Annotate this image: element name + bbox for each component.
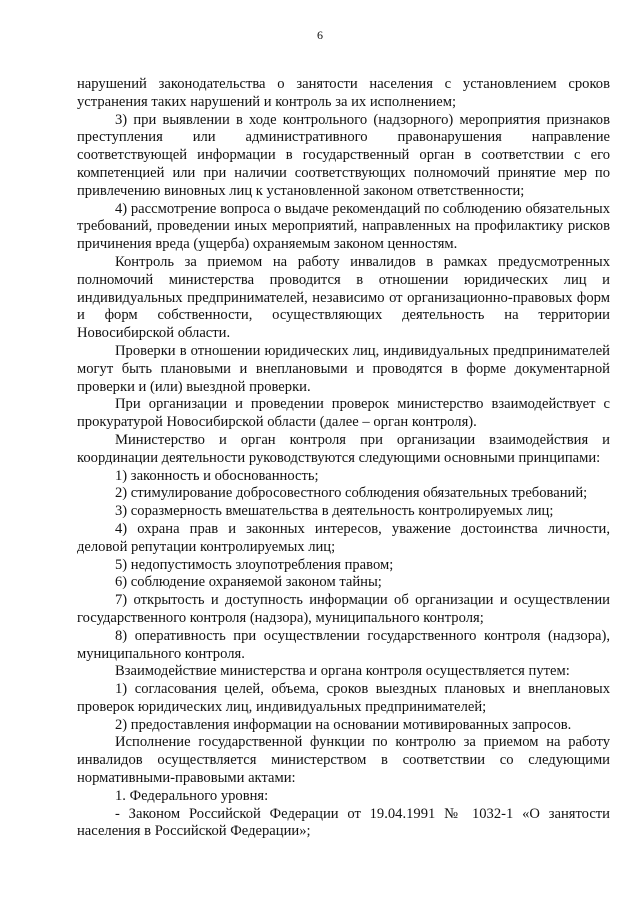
paragraph: - Законом Российской Федерации от 19.04.1991 № 1032-1 «О занятости населения в Российской Федерации»; bbox=[77, 805, 610, 840]
document-body bbox=[77, 76, 610, 841]
paragraph: 2) предоставления информации на основании мотивированных запросов. bbox=[115, 716, 572, 733]
paragraph: 7) открытость и доступность информации об организации и осуществлении государственного контроля (надзора), муниципального контроля; bbox=[77, 592, 610, 626]
paragraph: 3) при выявлении в ходе контрольного (надзорного) мероприятия признаков преступления или административного правонарушения направление соответствующей информации в государственный орган в соответствии с его компетенцией или при наличии соответствующих полномочий принятие мер по привлечению виновных лиц к установленной законом ответственности; bbox=[77, 111, 610, 199]
paragraph: 1. Федерального уровня: bbox=[115, 787, 269, 804]
paragraph: нарушений законодательства о занятости населения с установлением сроков устранения таких нарушений и контроль за их исполнением; bbox=[77, 76, 610, 110]
paragraph: Проверки в отношении юридических лиц, индивидуальных предпринимателей могут быть плановыми и внеплановыми и проводятся в форме документарной проверки и (или) выездной проверки. bbox=[77, 342, 610, 395]
paragraph: 4) охрана прав и законных интересов, уважение достоинства личности, деловой репутации контролируемых лиц; bbox=[77, 520, 610, 555]
paragraph: 2) стимулирование добросовестного соблюдения обязательных требований; bbox=[115, 485, 588, 502]
paragraph: 1) согласования целей, объема, сроков выездных плановых и внеплановых проверок юридических лиц, индивидуальных предпринимателей; bbox=[77, 681, 610, 715]
paragraph: 3) соразмерность вмешательства в деятельность контролируемых лиц; bbox=[115, 503, 554, 520]
paragraph: 5) недопустимость злоупотребления правом; bbox=[115, 556, 394, 573]
paragraph: 8) оперативность при осуществлении государственного контроля (надзора), муниципального контроля. bbox=[77, 627, 610, 662]
paragraph: Взаимодействие министерства и органа контроля осуществляется путем: bbox=[115, 663, 570, 680]
paragraph: Контроль за приемом на работу инвалидов в рамках предусмотренных полномочий министерства проводится в отношении юридических лиц и индивидуальных предпринимателей, независимо от организационно-правовых форм и форм собственности, осуществляющих деятельность на территории Новосибирской области. bbox=[77, 253, 610, 342]
paragraph: Министерство и орган контроля при организации взаимодействия и координации деятельности руководствуются следующими основными принципами: bbox=[77, 431, 610, 466]
paragraph: Исполнение государственной функции по контролю за приемом на работу инвалидов осуществляется министерством в соответствии со следующими нормативными-правовыми актами: bbox=[77, 734, 610, 787]
paragraph: 1) законность и обоснованность; bbox=[115, 467, 319, 484]
page-number: 6 bbox=[317, 28, 323, 42]
paragraph: При организации и проведении проверок министерство взаимодействует с прокуратурой Новосибирской области (далее – орган контроля). bbox=[77, 396, 610, 431]
paragraph: 4) рассмотрение вопроса о выдаче рекомендаций по соблюдению обязательных требований, проведении иных мероприятий, направленных на профилактику рисков причинения вреда (ущерба) охраняемым законом ценностям. bbox=[77, 200, 610, 253]
paragraph: 6) соблюдение охраняемой законом тайны; bbox=[115, 574, 382, 591]
